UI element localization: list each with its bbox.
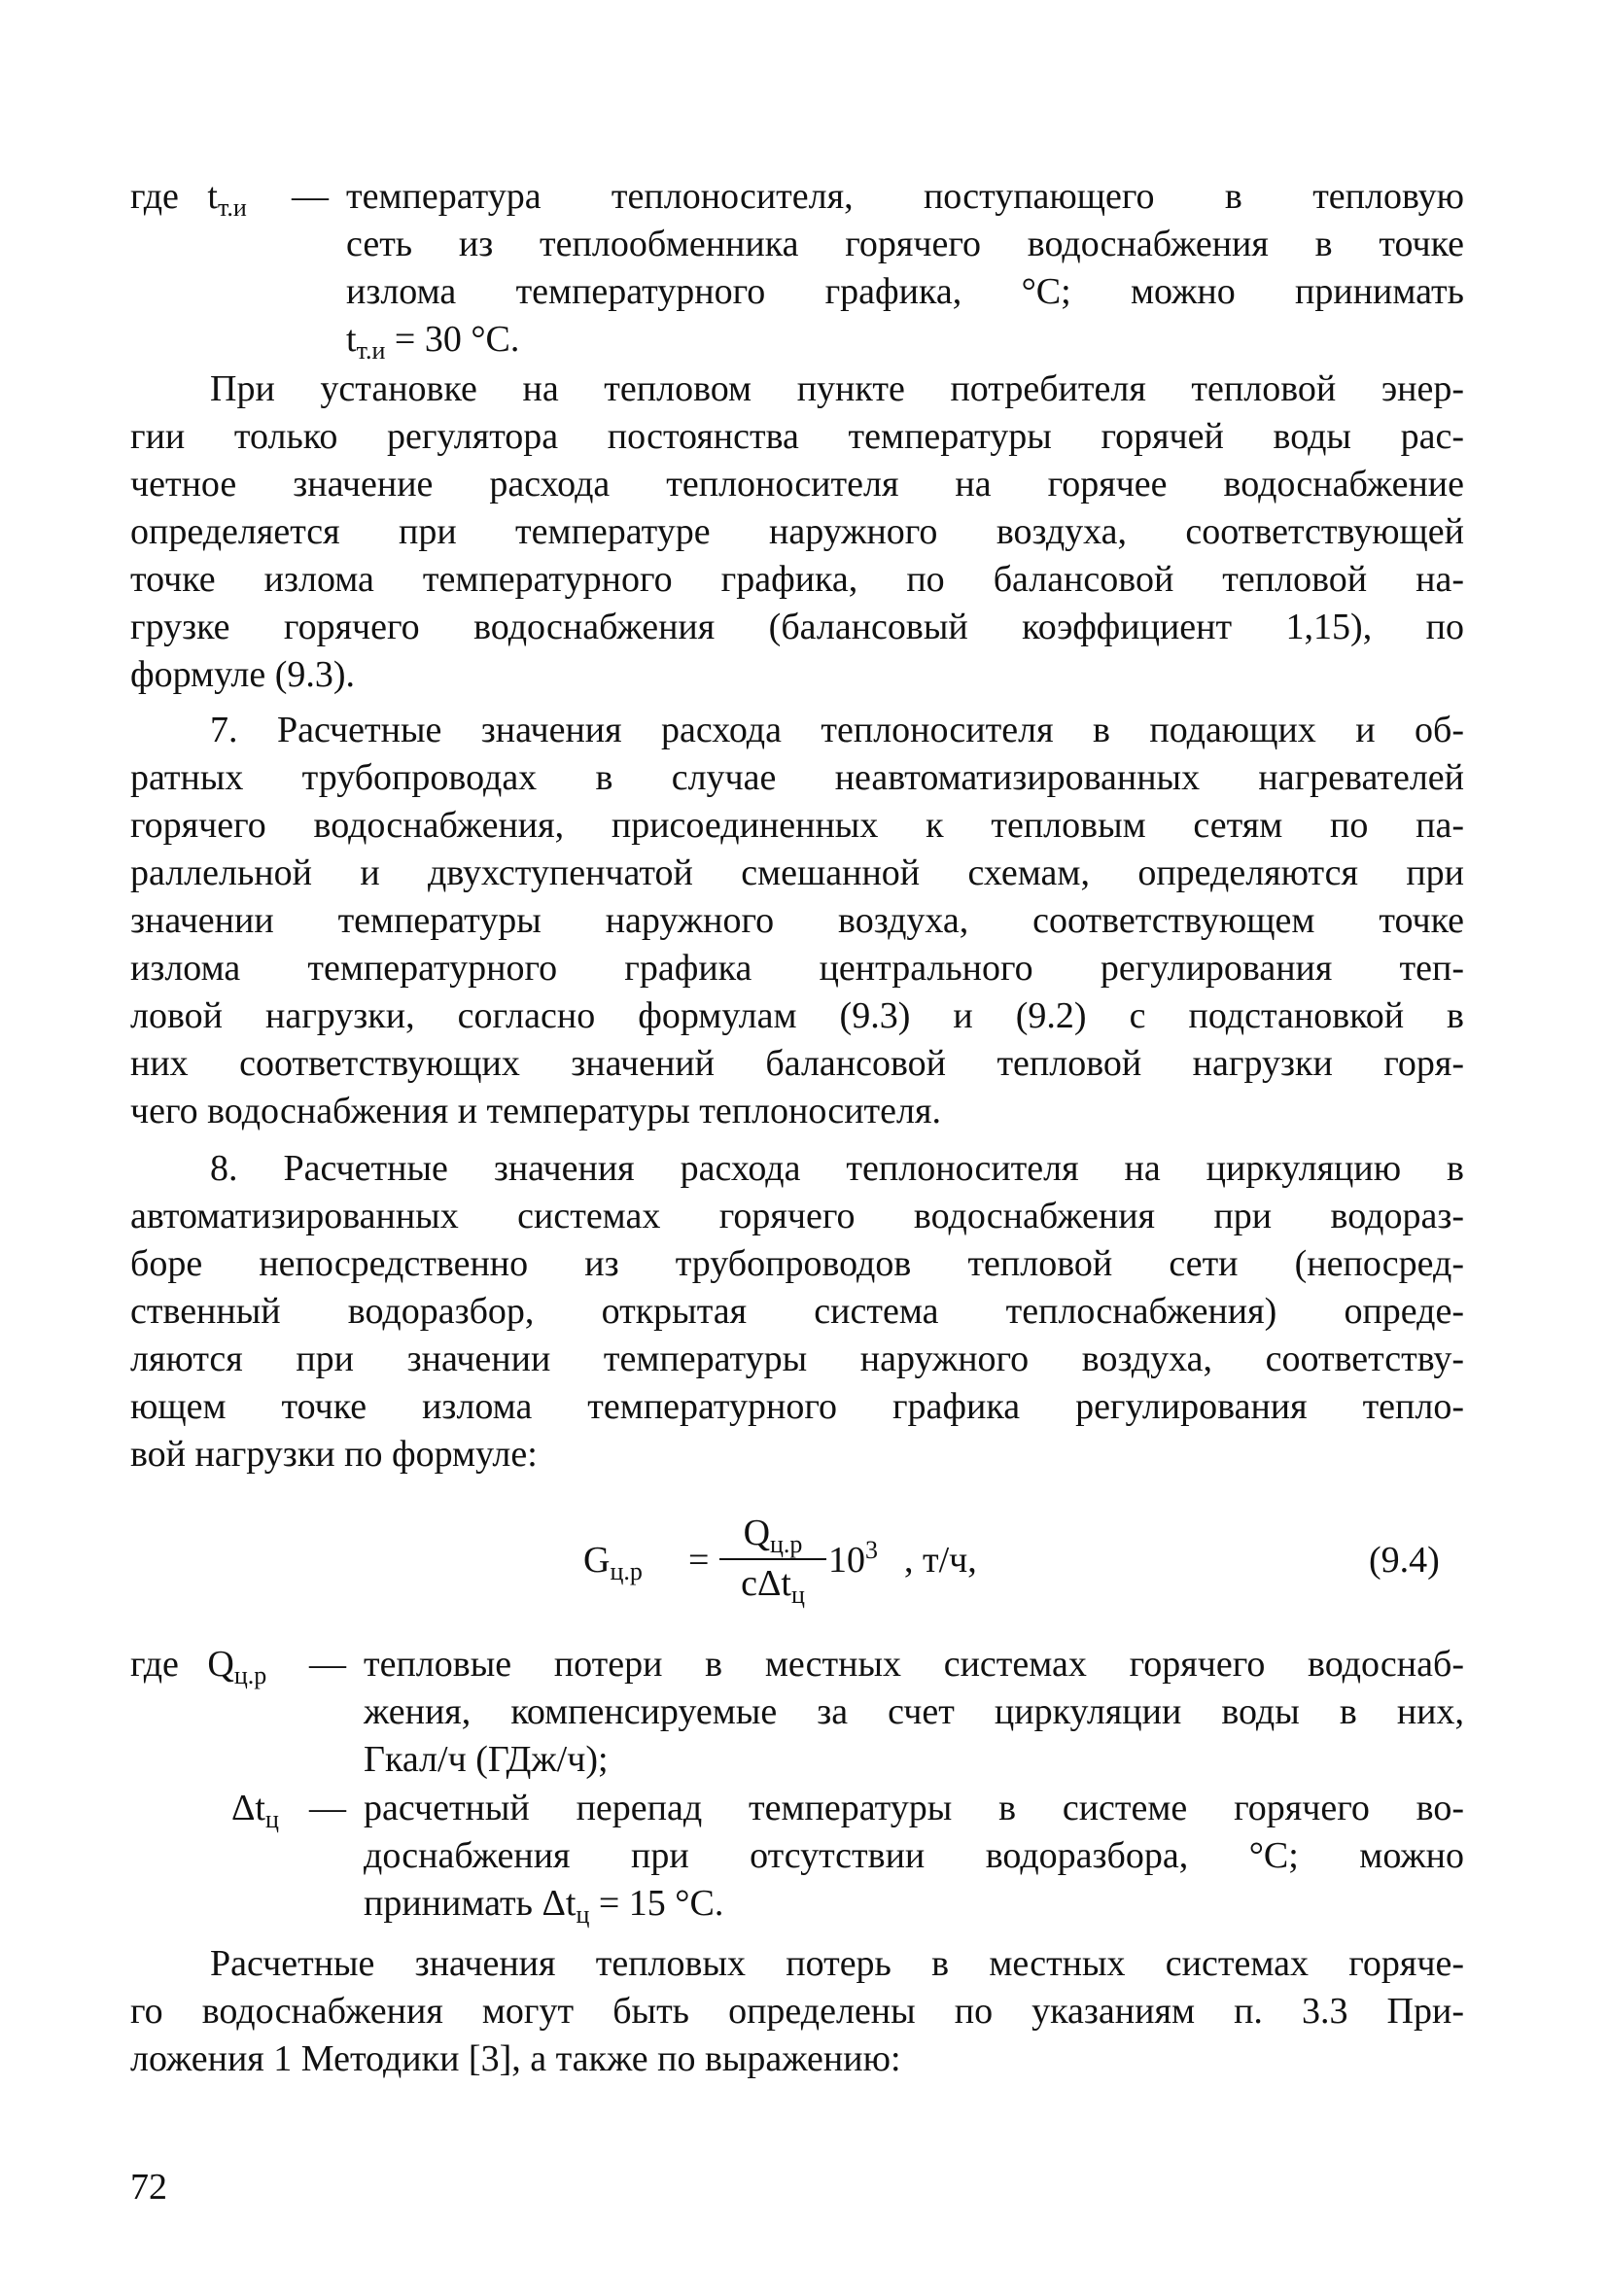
text-line: определяется при температуре наружного воздуха, соответствующей xyxy=(130,511,1464,552)
text-line: 7. Расчетные значения расхода теплоносителя в подающих и об- xyxy=(210,710,1464,750)
text-line: грузке горячего водоснабжения (балансовый коэффициент 1,15), по xyxy=(130,607,1464,647)
text-line: ложения 1 Методики [3], а также по выражению: xyxy=(130,2038,901,2079)
text-line: ственный водоразбор, открытая система теплоснабжения) опреде- xyxy=(130,1291,1464,1332)
paragraph-item-8 xyxy=(130,1145,1464,1478)
where-word: где xyxy=(130,176,179,217)
formula-9-4 xyxy=(583,1512,1439,1618)
text-line: гии только регулятора постоянства температуры горячей воды рас- xyxy=(130,416,1464,457)
text-line: излома температурного графика, °C; можно принимать xyxy=(346,271,1464,312)
text-line: При установке на тепловом пункте потребителя тепловой энер- xyxy=(210,368,1464,409)
where-word: где xyxy=(130,1644,179,1685)
formula-unit: , т/ч, xyxy=(904,1540,977,1581)
text-line: боре непосредственно из трубопроводов тепловой сети (непосред- xyxy=(130,1243,1464,1284)
formula-equals: = xyxy=(688,1540,710,1581)
text-line: излома температурного графика центрального регулирования теп- xyxy=(130,948,1464,989)
fraction-bar xyxy=(719,1558,826,1560)
text-line: автоматизированных системах горячего водоснабжения при водораз- xyxy=(130,1196,1464,1236)
formula-lhs: $G_{ц.р}$ xyxy=(583,1540,643,1585)
term-symbol: $\Delta t_ц$ xyxy=(231,1788,279,1833)
definition-body xyxy=(346,173,1464,364)
text-line: сеть из теплообменника горячего водоснабжения в точке xyxy=(346,224,1464,264)
text-line: доснабжения при отсутствии водоразбора, °C; можно xyxy=(364,1835,1464,1876)
fraction-denominator: cΔt$_ц$ xyxy=(741,1563,805,1609)
page-number: 72 xyxy=(130,2167,167,2208)
term-symbol: $t_{т.и}$ xyxy=(207,176,247,222)
text-line: точке излома температурного графика, по балансовой тепловой на- xyxy=(130,559,1464,600)
text-line: ловой нагрузки, согласно формулам (9.3) и (9.2) с подстановкой в xyxy=(130,995,1464,1036)
paragraph-heat-losses xyxy=(130,1940,1464,2083)
definition-dash: — xyxy=(309,1644,346,1685)
text-line: чего водоснабжения и температуры теплоносителя. xyxy=(130,1091,941,1131)
text-line: Гкал/ч (ГДж/ч); xyxy=(364,1739,609,1780)
text-line: раллельной и двухступенчатой смешанной схемам, определяются при xyxy=(130,852,1464,893)
text-line: температура теплоносителя, поступающего в тепловую xyxy=(346,176,1464,217)
definition-q-tsr xyxy=(130,1641,1464,1787)
text-line: четное значение расхода теплоносителя на горячее водоснабжение xyxy=(130,464,1464,504)
text-line: жения, компенсируемые за счет циркуляции воды в них, xyxy=(364,1691,1464,1732)
text-line: формуле (9.3). xyxy=(130,654,356,695)
text-line: $t_{т.и} = 30$ °C. xyxy=(346,319,520,365)
term-symbol: $Q_{ц.р}$ xyxy=(207,1644,267,1689)
text-line: значении температуры наружного воздуха, соответствующем точке xyxy=(130,900,1464,941)
formula-number: (9.4) xyxy=(1369,1540,1440,1581)
paragraph-installation xyxy=(130,365,1464,699)
definition-t-ti xyxy=(130,173,1464,367)
text-line: ляются при значении температуры наружного воздуха, соответству- xyxy=(130,1339,1464,1379)
text-line: 8. Расчетные значения расхода теплоносителя на циркуляцию в xyxy=(210,1148,1464,1189)
text-line: ратных трубопроводах в случае неавтоматизированных нагревателей xyxy=(130,757,1464,798)
fraction-numerator: $Q_{ц.р}$ xyxy=(743,1513,803,1558)
text-line: принимать $\Delta t_ц = 15$ °C. xyxy=(364,1883,724,1929)
definition-body xyxy=(364,1785,1464,1928)
formula-fraction xyxy=(719,1512,826,1609)
text-line: тепловые потери в местных системах горячего водоснаб- xyxy=(364,1644,1464,1685)
text-line: ющем точке излома температурного графика регулирования тепло- xyxy=(130,1386,1464,1427)
paragraph-item-7 xyxy=(130,707,1464,1135)
text-line: вой нагрузки по формуле: xyxy=(130,1434,538,1475)
text-line: горячего водоснабжения, присоединенных к тепловым сетям по па- xyxy=(130,805,1464,846)
text-line: них соответствующих значений балансовой тепловой нагрузки горя- xyxy=(130,1043,1464,1084)
text-line: го водоснабжения могут быть определены по указаниям п. 3.3 При- xyxy=(130,1991,1464,2032)
formula-power: $10^3$ xyxy=(828,1536,878,1581)
definition-body xyxy=(364,1641,1464,1784)
definition-dash: — xyxy=(292,176,329,217)
text-line: расчетный перепад температуры в системе горячего во- xyxy=(364,1788,1464,1828)
text-line: Расчетные значения тепловых потерь в местных системах горяче- xyxy=(210,1943,1464,1984)
definition-dash: — xyxy=(309,1788,346,1828)
definition-delta-t xyxy=(130,1785,1464,1931)
